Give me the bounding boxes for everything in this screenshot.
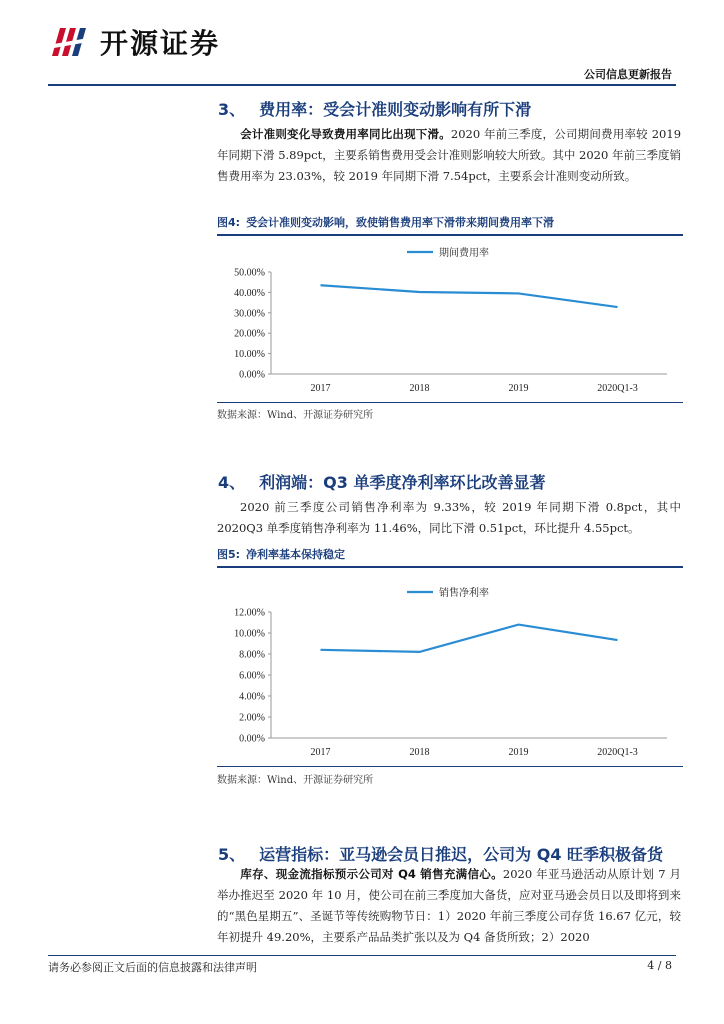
- brand-logo: [48, 22, 220, 62]
- figure-4-source: 数据来源：Wind、开源证券研究所: [217, 410, 374, 421]
- x-tick-label: 2020Q1-3: [597, 747, 638, 758]
- figure-5-bottom-rule: [217, 766, 683, 767]
- figure-4-caption: [217, 214, 683, 236]
- figure-4-label: 图4:: [217, 216, 241, 229]
- y-tick-label: 6.00%: [239, 670, 265, 682]
- section-4-heading: [218, 470, 545, 493]
- net-margin-line-chart: [217, 570, 683, 766]
- y-tick-label: 20.00%: [234, 328, 265, 340]
- y-tick-label: 0.00%: [239, 369, 265, 381]
- footer-disclaimer: 请务必参阅正文后面的信息披露和法律声明: [48, 961, 257, 974]
- brand-name: 开源证券: [100, 27, 221, 60]
- section-3-paragraph: [217, 124, 681, 187]
- y-tick-label: 2.00%: [239, 712, 265, 724]
- section-3-body: 2020 年前三季度，公司期间费用率较 2019 年同期下滑 5.89pct，主要系销售费用受会计准则影响较大所致。其中 2020 年前三季度销售费用率为 23.03%，较 2019 年同期下滑 7.54pct，主要系会计准则变动所致。: [217, 127, 682, 183]
- y-tick-label: 8.00%: [239, 649, 265, 661]
- section-3-lead: 会计准则变化导致费用率同比出现下滑。: [240, 127, 451, 141]
- y-tick-label: 4.00%: [239, 691, 265, 703]
- brand-mark-icon: [48, 24, 92, 60]
- section-4-title: 利润端：Q3 单季度净利率环比改善显著: [259, 473, 546, 492]
- y-tick-label: 10.00%: [234, 628, 265, 640]
- header-divider: [48, 84, 676, 86]
- section-5-body: 2020 年亚马逊活动从原计划 7 月举办推迟至 2020 年 10 月，使公司在前三季度加大备货，应对亚马逊会员日以及即将到来的“黑色星期五”、圣诞节等传统购物节日：1）2020 年前三季度公司存货 16.67 亿元，较年初提升 49.20%，主要系产品品类扩张以及为 Q4 备货所致；2）2020: [217, 867, 681, 944]
- y-tick-label: 10.00%: [234, 349, 265, 361]
- page-number: 4 / 8: [647, 959, 672, 972]
- figure-4-bottom-rule: [217, 402, 683, 403]
- section-3-title: 费用率：受会计准则变动影响有所下滑: [259, 100, 532, 119]
- figure-4-chart: [217, 238, 683, 402]
- section-3-number: 3、: [218, 100, 246, 119]
- figure-5-source: 数据来源：Wind、开源证券研究所: [217, 775, 374, 786]
- series-line: [321, 285, 618, 307]
- figure-5-label: 图5:: [217, 548, 241, 561]
- section-5-paragraph: [217, 864, 681, 948]
- expense-rate-line-chart: [217, 238, 683, 402]
- y-tick-label: 50.00%: [234, 267, 265, 279]
- section-5-lead: 库存、现金流指标预示公司对 Q4 销售充满信心。: [240, 867, 503, 881]
- section-5-number: 5、: [218, 845, 246, 864]
- footer-divider: [48, 955, 676, 956]
- y-tick-label: 40.00%: [234, 287, 265, 299]
- x-tick-label: 2019: [508, 747, 529, 758]
- legend-label: 销售净利率: [439, 588, 489, 599]
- y-tick-label: 12.00%: [234, 607, 265, 619]
- figure-4-title: 受会计准则变动影响，致使销售费用率下滑带来期间费用率下滑: [246, 216, 555, 229]
- y-tick-label: 30.00%: [234, 308, 265, 320]
- x-tick-label: 2017: [310, 747, 331, 758]
- series-line: [321, 625, 618, 652]
- x-tick-label: 2020Q1-3: [597, 383, 638, 394]
- section-5-heading: [218, 842, 663, 865]
- report-type: 公司信息更新报告: [584, 68, 672, 81]
- section-3-heading: [218, 97, 531, 120]
- figure-5-caption: [217, 546, 683, 568]
- y-tick-label: 0.00%: [239, 733, 265, 745]
- section-4-number: 4、: [218, 473, 246, 492]
- legend-label: 期间费用率: [439, 248, 489, 259]
- section-4-body: 2020 前三季度公司销售净利率为 9.33%，较 2019 年同期下滑 0.8pct，其中 2020Q3 单季度销售净利率为 11.46%，同比下滑 0.51pct，环比提升 4.55pct。: [217, 500, 681, 535]
- section-5-title: 运营指标：亚马逊会员日推迟，公司为 Q4 旺季积极备货: [259, 845, 664, 864]
- x-tick-label: 2018: [409, 383, 430, 394]
- x-tick-label: 2017: [310, 383, 331, 394]
- section-4-paragraph: [217, 497, 681, 539]
- x-tick-label: 2018: [409, 747, 430, 758]
- x-tick-label: 2019: [508, 383, 529, 394]
- figure-5-chart: [217, 570, 683, 766]
- figure-5-title: 净利率基本保持稳定: [246, 548, 346, 561]
